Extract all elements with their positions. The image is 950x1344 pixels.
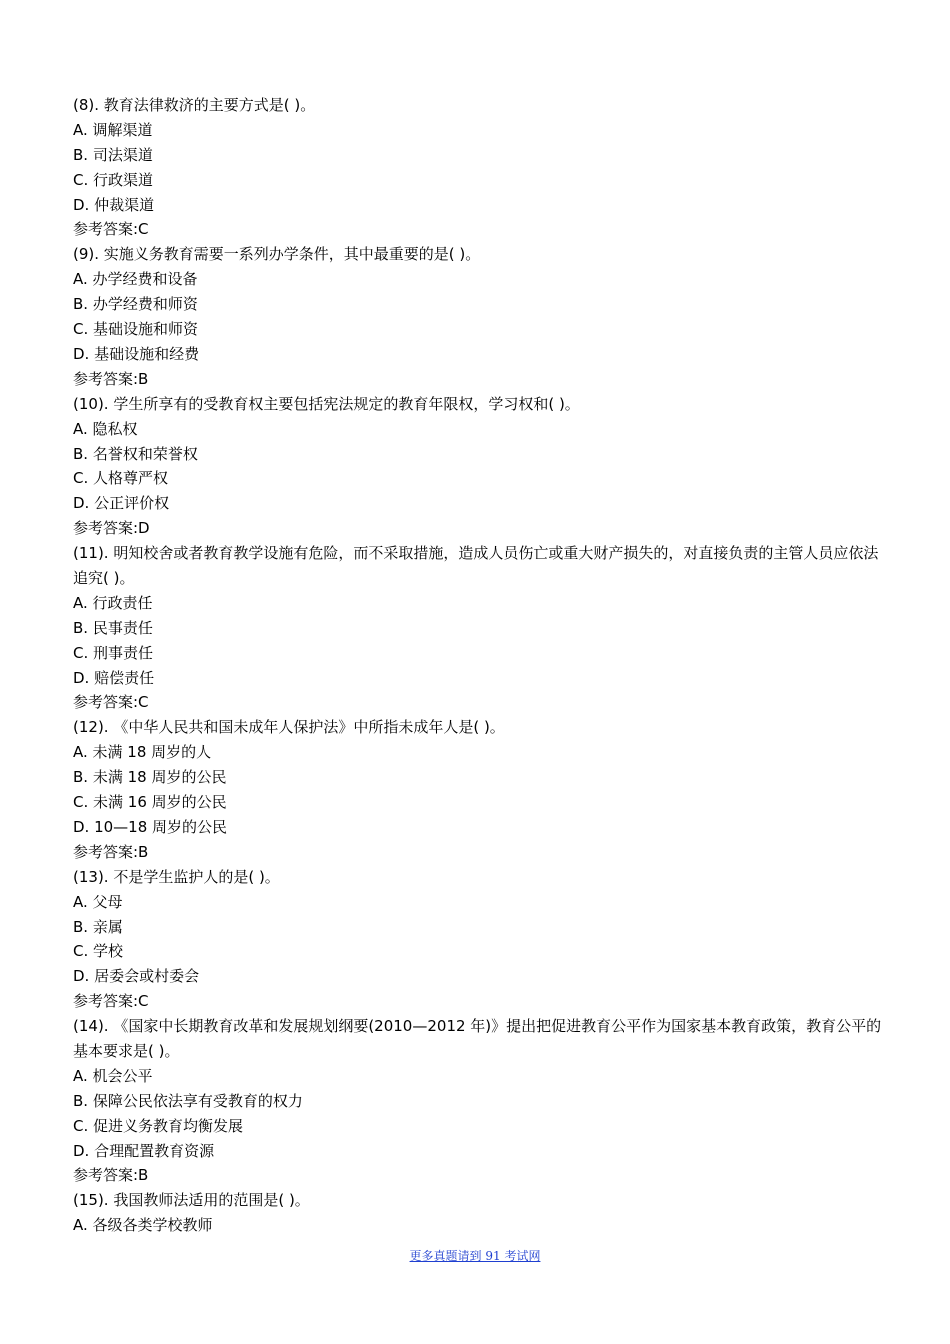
- option-a: A. 隐私权: [73, 419, 138, 438]
- option-a: A. 各级各类学校教师: [73, 1216, 213, 1235]
- answer: 参考答案:D: [73, 519, 150, 538]
- option-c: C. 刑事责任: [73, 643, 154, 662]
- option-b: B. 亲属: [73, 917, 123, 936]
- question-14: [73, 1014, 883, 1188]
- option-a: A. 父母: [73, 892, 123, 911]
- question-text: (8). 教育法律救济的主要方式是( )。: [73, 96, 316, 114]
- option-d: D. 居委会或村委会: [73, 967, 200, 986]
- answer: 参考答案:C: [73, 220, 149, 239]
- option-d: D. 10—18 周岁的公民: [73, 817, 228, 836]
- question-10: [73, 392, 883, 541]
- document-body: [73, 93, 883, 1238]
- option-c: C. 促进义务教育均衡发展: [73, 1116, 244, 1135]
- option-a: A. 机会公平: [73, 1066, 153, 1085]
- option-b: B. 保障公民依法享有受教育的权力: [73, 1091, 303, 1110]
- question-text: (11). 明知校舍或者教育教学设施有危险，而不采取措施，造成人员伤亡或重大财产损失的，对直接负责的主管人员应依法追究( )。: [73, 544, 879, 587]
- option-b: B. 司法渠道: [73, 145, 153, 164]
- question-11: [73, 541, 883, 715]
- question-13: [73, 865, 883, 1014]
- footer-link[interactable]: 更多真题请到 91 考试网: [409, 1249, 541, 1263]
- answer: 参考答案:C: [73, 992, 149, 1011]
- question-9: [73, 242, 883, 391]
- question-text: (13). 不是学生监护人的是( )。: [73, 867, 280, 886]
- question-text: (12). 《中华人民共和国未成年人保护法》中所指未成年人是( )。: [73, 718, 505, 737]
- option-b: B. 名誉权和荣誉权: [73, 444, 198, 463]
- option-c: C. 基础设施和师资: [73, 320, 199, 339]
- option-b: B. 未满 18 周岁的公民: [73, 768, 227, 787]
- question-15: [73, 1188, 883, 1238]
- question-8: [73, 93, 883, 242]
- option-a: A. 调解渠道: [73, 120, 153, 139]
- option-d: D. 仲裁渠道: [73, 195, 155, 214]
- option-d: D. 公正评价权: [73, 494, 170, 513]
- option-a: A. 行政责任: [73, 593, 153, 612]
- answer: 参考答案:C: [73, 693, 149, 712]
- option-d: D. 赔偿责任: [73, 668, 155, 687]
- option-c: C. 学校: [73, 942, 124, 961]
- answer: 参考答案:B: [73, 842, 149, 861]
- option-c: C. 未满 16 周岁的公民: [73, 793, 227, 812]
- question-text: (9). 实施义务教育需要一系列办学条件，其中最重要的是( )。: [73, 245, 481, 264]
- option-b: B. 民事责任: [73, 618, 153, 637]
- option-c: C. 行政渠道: [73, 170, 154, 189]
- option-d: D. 基础设施和经费: [73, 344, 200, 363]
- option-a: A. 未满 18 周岁的人: [73, 743, 212, 762]
- option-d: D. 合理配置教育资源: [73, 1141, 215, 1160]
- option-c: C. 人格尊严权: [73, 469, 169, 488]
- option-b: B. 办学经费和师资: [73, 295, 198, 314]
- answer: 参考答案:B: [73, 369, 149, 388]
- question-text: (15). 我国教师法适用的范围是( )。: [73, 1191, 310, 1210]
- question-12: [73, 715, 883, 864]
- option-a: A. 办学经费和设备: [73, 270, 198, 289]
- answer: 参考答案:B: [73, 1166, 149, 1185]
- question-text: (10). 学生所享有的受教育权主要包括宪法规定的教育年限权，学习权和( )。: [73, 394, 580, 413]
- question-text: (14). 《国家中长期教育改革和发展规划纲要(2010—2012 年)》提出把促进教育公平作为国家基本教育政策，教育公平的基本要求是( )。: [73, 1017, 882, 1060]
